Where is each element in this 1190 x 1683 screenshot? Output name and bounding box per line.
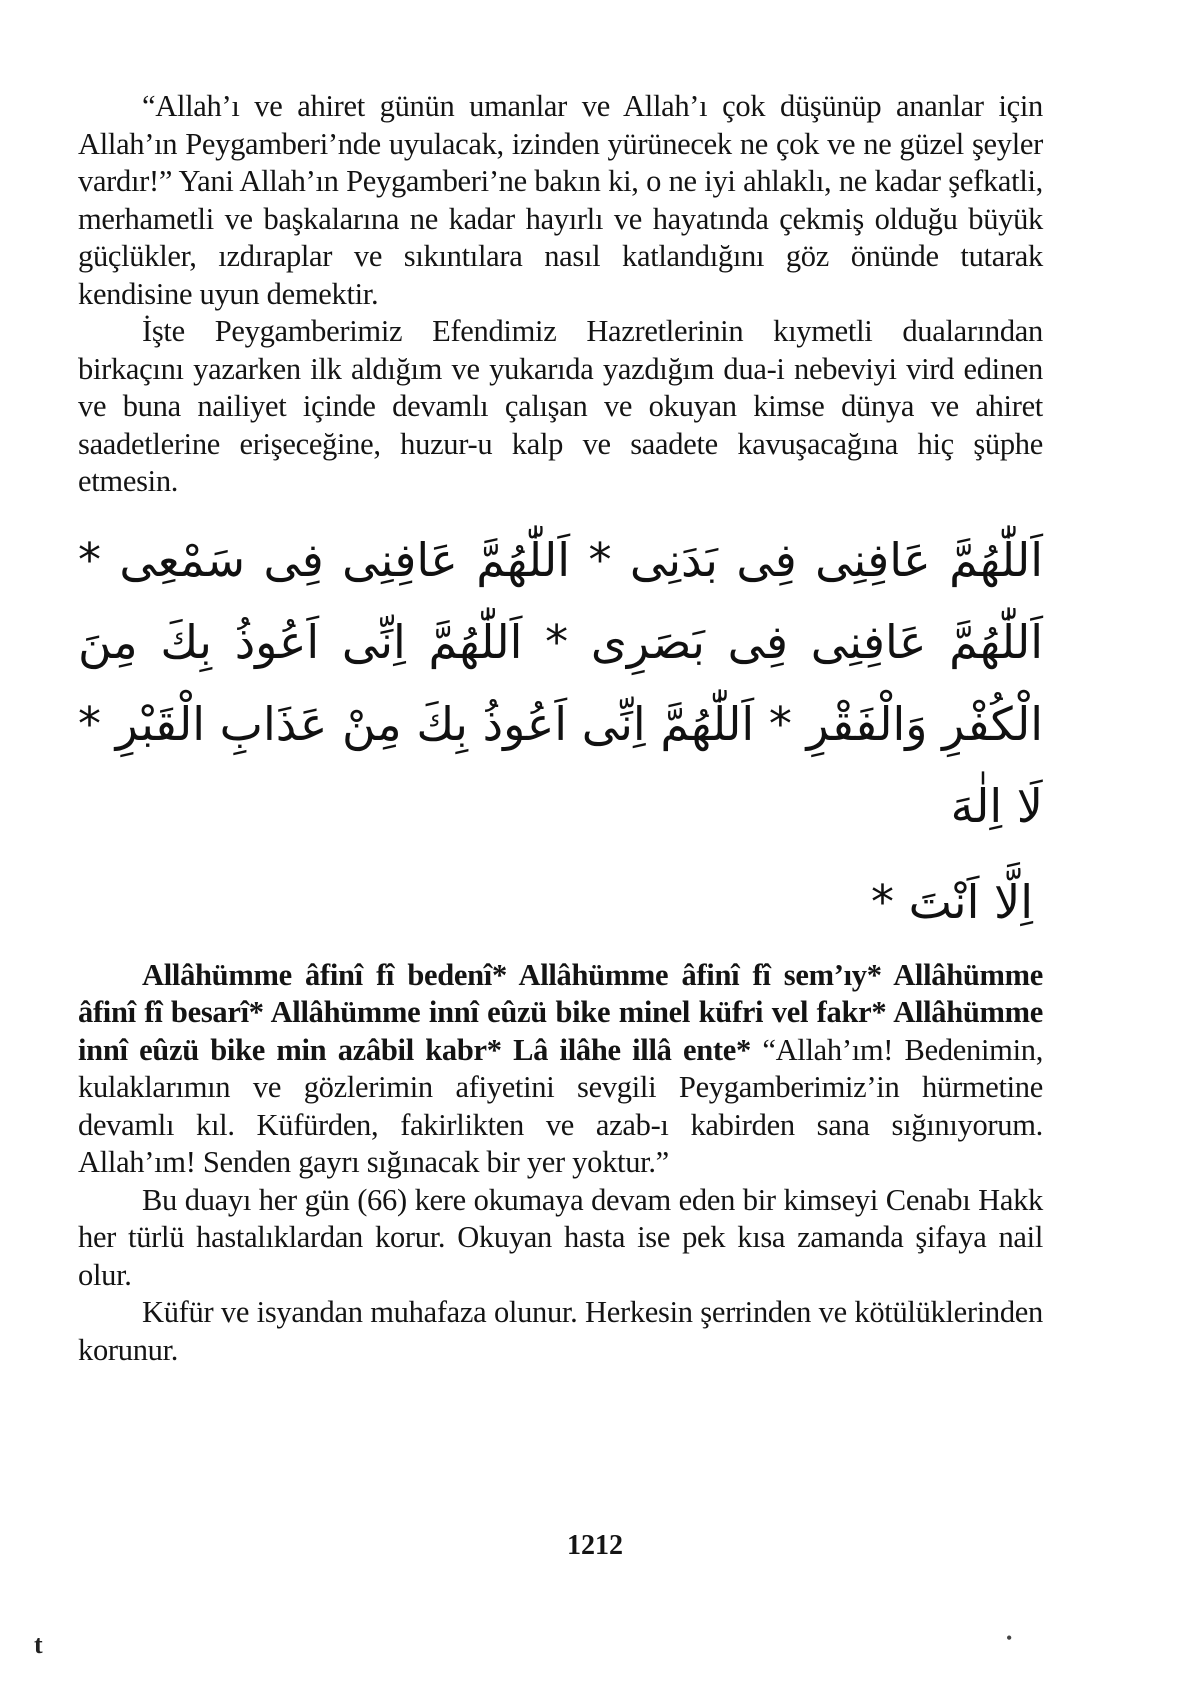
paragraph-protection: Küfür ve isyandan muhafaza olunur. Herkesin şerrinden ve kötülüklerinden korunur. — [78, 1295, 1043, 1367]
paragraph-dua-intro: İşte Peygamberimiz Efendimiz Hazretlerinin kıymetli dualarından birkaçını yazarken ilk aldığım ve yukarıda yazdığım dua-i nebeviyi vird edinen ve buna nailiyet içinde devamlı çalışan ve okuyan kimse dünya ve ahiret saadetlerine erişeceğine, huzur-u kalp ve saadete kavuşacağına hiç şüphe etmesin. — [78, 314, 1043, 498]
arabic-dua-text: اَللّٰهُمَّ عَافِنِى فِى بَدَنِى * اَللّٰهُمَّ عَافِنِى فِى سَمْعِى * اَللّٰهُمَّ عَافِنِى فِى بَصَرِى * اَللّٰهُمَّ اِنِّى اَعُوذُ بِكَ مِنَ الْكُفْرِ وَالْفَقْرِ * اَللّٰهُمَّ اِنِّى اَعُوذُ بِكَ مِنْ عَذَابِ الْقَبْرِ * لَا اِلٰهَ — [78, 532, 1043, 833]
translation-text: “Allah’ım! Bedenimin, kulaklarımın ve gözlerimin afiyetini sevgili Peygamberimiz’in hürmetine devamlı kıl. Küfürden, fakirlikten ve azab-ı kabirden sana sığınıyorum. Allah’ım! Senden gayrı sığınacak bir yer yoktur.” — [78, 1032, 1044, 1179]
transliteration-text: Allâhümme âfinî fî bedenî* Allâhümme âfinî fî sem’ıy* Allâhümme âfinî fî besarî* Allâhümme innî eûzü bike minel küfri vel fakr* Allâhümme innî eûzü bike min azâbil kabr* Lâ ilâhe illâ ente* — [78, 957, 1043, 1067]
paragraph-quote: “Allah’ı ve ahiret günün umanlar ve Allah’ı çok düşünüp ananlar için Allah’ın Peygamberi’nde uyulacak, izinden yürünecek ne çok ve ne güzel şeyler vardır!” Yani Allah’ın Peygamberi’ne bakın ki, o ne iyi ahlaklı, ne kadar şefkatli, merhametli ve başkalarına ne kadar hayırlı ve hayatında çekmiş olduğu büyük güçlükler, ızdıraplar ve sıkıntılara nasıl katlandığını göz önünde tutarak kendisine uyun demektir. — [78, 89, 1043, 311]
paragraph-transliteration-translation — [78, 957, 1043, 1182]
page-number: 1212 — [567, 1530, 623, 1561]
margin-mark: t — [34, 1630, 43, 1659]
scan-dot: • — [1006, 1628, 1013, 1648]
arabic-dua-ending: اِلَّا اَنْتَ * — [870, 874, 1033, 929]
page-body — [78, 88, 1043, 1369]
paragraph-recitation-benefit: Bu duayı her gün (66) kere okumaya devam eden bir kimseyi Cenabı Hakk her türlü hastalıklardan korur. Okuyan hasta ise pek kısa zamanda şifaya nail olur. — [78, 1182, 1043, 1292]
